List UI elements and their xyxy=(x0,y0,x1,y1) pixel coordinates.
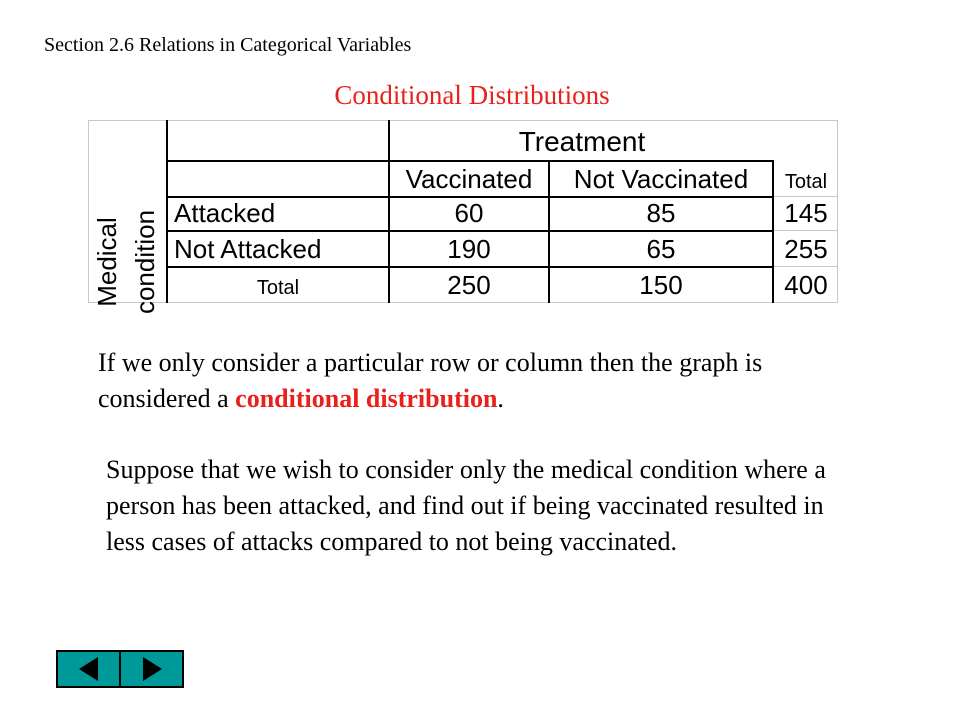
cell-not-attacked-not-vaccinated: 65 xyxy=(646,234,676,264)
cell-not-attacked-total: 255 xyxy=(784,234,828,264)
row-group-label-line1: Medical xyxy=(92,217,122,307)
paragraph-example: Suppose that we wish to consider only the medical condition where a person has been attacked, and find out if being vaccinated resulted in less cases of attacks compared to not being vaccinated. xyxy=(106,455,826,556)
cell-attacked-not-vaccinated: 85 xyxy=(646,198,676,228)
paragraph-definition-end: . xyxy=(497,384,504,413)
cell-attacked-total: 145 xyxy=(784,198,828,228)
slide-title: Conditional Distributions xyxy=(334,80,610,110)
cell-total-vaccinated: 250 xyxy=(447,270,491,300)
cell-not-attacked-vaccinated: 190 xyxy=(447,234,491,264)
cell-total-not-vaccinated: 150 xyxy=(639,270,683,300)
column-header-not-vaccinated: Not Vaccinated xyxy=(573,164,749,194)
cell-grand-total: 400 xyxy=(784,270,828,300)
previous-slide-button[interactable] xyxy=(58,652,119,686)
row-label-attacked: Attacked xyxy=(174,198,276,228)
section-heading: Section 2.6 Relations in Categorical Variables xyxy=(44,34,412,56)
contingency-table xyxy=(88,120,838,315)
column-header-total: Total xyxy=(784,171,828,193)
left-triangle-icon xyxy=(74,654,104,684)
row-label-total: Total xyxy=(256,277,300,299)
right-triangle-icon xyxy=(137,654,167,684)
paragraph-definition-text: If we only consider a particular row or column then the graph is considered a xyxy=(98,348,763,413)
row-group-label-line2: condition xyxy=(130,209,160,315)
slide-navigation xyxy=(56,650,184,688)
row-label-not-attacked: Not Attacked xyxy=(174,234,322,264)
cell-attacked-vaccinated: 60 xyxy=(454,198,484,228)
paragraph-definition xyxy=(98,345,818,417)
next-slide-button[interactable] xyxy=(119,652,182,686)
highlight-term: conditional distribution xyxy=(235,384,498,413)
column-header-vaccinated: Vaccinated xyxy=(405,164,533,194)
column-group-header: Treatment xyxy=(518,126,646,157)
